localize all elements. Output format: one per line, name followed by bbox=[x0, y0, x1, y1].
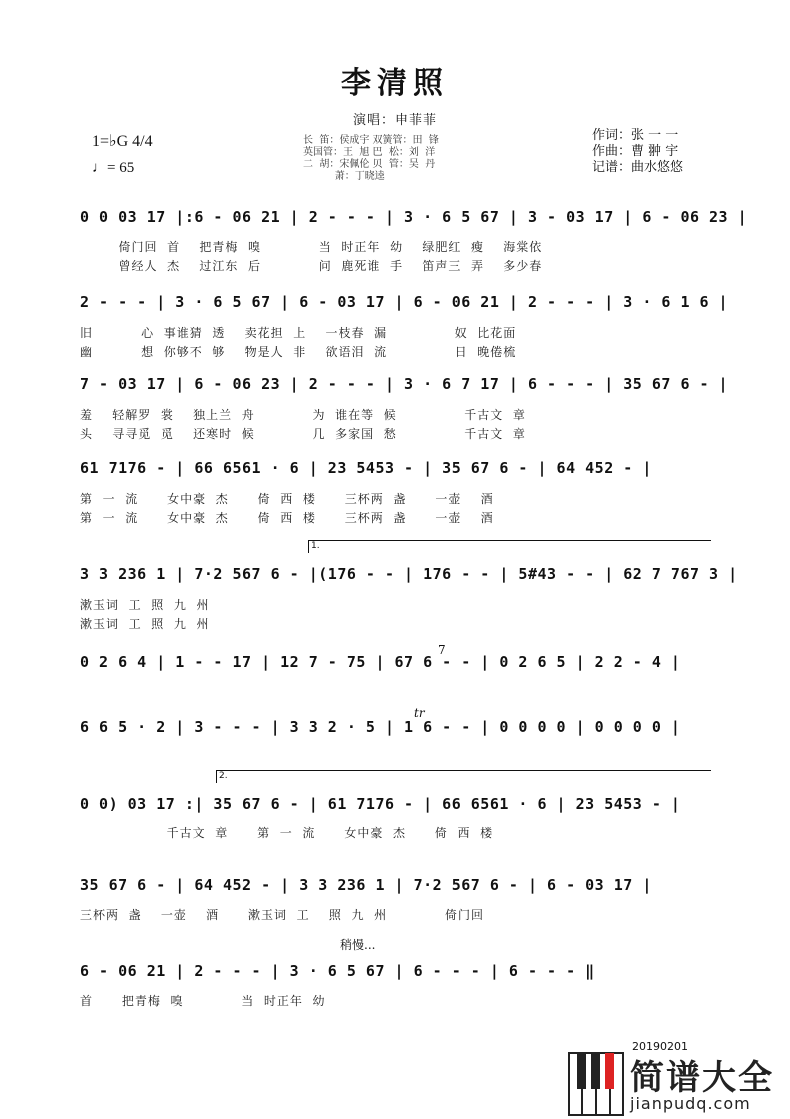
notation-line: 61 7176 - | 66 6561 · 6 | 23 5453 - | 35 67 6 - | 64 452 - | bbox=[80, 459, 652, 477]
lyric-line: 曾经人 杰 过江东 后 问 鹿死谁 手 笛声三 弄 多少春 bbox=[80, 259, 543, 273]
transcriber-credit: 记谱：曲水悠悠 bbox=[592, 160, 684, 175]
score-row bbox=[80, 459, 710, 485]
lyric-line: 漱玉词 工 照 九 州 bbox=[80, 617, 210, 631]
composer-credit: 作曲：曹 翀 宇 bbox=[592, 144, 679, 159]
page-title: 李清照 bbox=[341, 66, 449, 101]
notation-line: 7 - 03 17 | 6 - 06 23 | 2 - - - | 3 · 6 7 17 | 6 - - - | 35 67 6 - | bbox=[80, 375, 729, 393]
lyric-line: 千古文 章 第 一 流 女中豪 杰 倚 西 楼 bbox=[80, 826, 494, 840]
date-stamp: 20190201 bbox=[632, 1040, 688, 1053]
players-credit bbox=[303, 135, 439, 183]
singer-credit: 演唱：申菲菲 bbox=[352, 113, 437, 128]
score-row bbox=[80, 718, 710, 744]
notation-line: 3 3 236 1 | 7·2 567 6 - |(176 - - | 176 - - | 5#43 - - | 62 7 767 3 | bbox=[80, 565, 738, 583]
lyricist-credit: 作词：张 一 一 bbox=[592, 128, 679, 143]
logo-text: 简谱大全 bbox=[630, 1058, 774, 1098]
player-line: 长 笛：侯成宇 双簧管：田 锋 bbox=[303, 135, 439, 146]
lyric-line: 首 把青梅 嗅 当 时正年 幼 bbox=[80, 994, 326, 1008]
volta-1: 1. bbox=[308, 540, 711, 553]
piano-icon bbox=[568, 1052, 624, 1116]
lyric-line: 羞 轻解罗 裳 独上兰 舟 为 谁在等 候 千古文 章 bbox=[80, 408, 526, 422]
tempo-change: 稍慢... bbox=[340, 938, 376, 952]
notation-line: 6 - 06 21 | 2 - - - | 3 · 6 5 67 | 6 - - - | 6 - - - ‖ bbox=[80, 962, 595, 980]
score-row bbox=[80, 962, 710, 988]
score-row bbox=[80, 375, 729, 401]
notation-line: 0 0 03 17 |:6 - 06 21 | 2 - - - | 3 · 6 5 67 | 3 - 03 17 | 6 - 06 23 | bbox=[80, 208, 748, 226]
notation-line: 6 6 5 · 2 | 3 - - - | 3 3 2 · 5 | 1 6 - - | 0 0 0 0 | 0 0 0 0 | bbox=[80, 718, 681, 736]
lyric-line: 头 寻寻觅 觅 还寒时 候 几 多家国 愁 千古文 章 bbox=[80, 427, 526, 441]
lyric-line: 旧 心 事谁猜 透 卖花担 上 一枝春 漏 奴 比花面 bbox=[80, 326, 517, 340]
notation-line: 0 0) 03 17 :| 35 67 6 - | 61 7176 - | 66 6561 · 6 | 23 5453 - | bbox=[80, 795, 681, 813]
lyric-line: 幽 想 你够不 够 物是人 非 欲语泪 流 日 晚倦梳 bbox=[80, 345, 517, 359]
lyric-line: 第 一 流 女中豪 杰 倚 西 楼 三杯两 盏 一壶 酒 bbox=[80, 492, 494, 506]
notation-line: 35 67 6 - | 64 452 - | 3 3 236 1 | 7·2 567 6 - | 6 - 03 17 | bbox=[80, 876, 652, 894]
lyric-line: 倚门回 首 把青梅 嗅 当 时正年 幼 绿肥红 瘦 海棠依 bbox=[80, 240, 543, 254]
player-line: 萧：丁晓逵 bbox=[303, 171, 385, 182]
volta-2: 2. bbox=[216, 770, 711, 783]
notation-line: 2 - - - | 3 · 6 5 67 | 6 - 03 17 | 6 - 06 21 | 2 - - - | 3 · 6 1 6 | bbox=[80, 293, 729, 311]
trill-mark: tr bbox=[414, 706, 425, 720]
lyric-line: 漱玉词 工 照 九 州 bbox=[80, 598, 210, 612]
credits-block bbox=[592, 128, 683, 176]
score-row bbox=[80, 208, 748, 234]
notation-line: 0 2 6 4 | 1 - - 17 | 12 7 - 75 | 67 6 - - | 0 2 6 5 | 2 2 - 4 | bbox=[80, 653, 681, 671]
lyric-line: 三杯两 盏 一壶 酒 漱玉词 工 照 九 州 倚门回 bbox=[80, 908, 484, 922]
player-line: 二 胡：宋佩伦 贝 管：吴 丹 bbox=[303, 159, 436, 170]
score-row bbox=[80, 565, 738, 591]
grace-note: 7 bbox=[438, 643, 446, 657]
score-row bbox=[80, 293, 729, 319]
lyric-line: 第 一 流 女中豪 杰 倚 西 楼 三杯两 盏 一壶 酒 bbox=[80, 511, 494, 525]
key-signature: 1=♭G 4/4 bbox=[92, 133, 153, 150]
score-row bbox=[80, 876, 710, 902]
score-row bbox=[80, 795, 710, 821]
score-row bbox=[80, 653, 710, 679]
site-logo bbox=[568, 1050, 790, 1119]
tempo-marking: ♩= 65 bbox=[92, 160, 135, 176]
player-line: 英国管：王 旭 巴 松：刘 洋 bbox=[303, 147, 436, 158]
logo-url: jianpudq.com bbox=[630, 1094, 751, 1113]
